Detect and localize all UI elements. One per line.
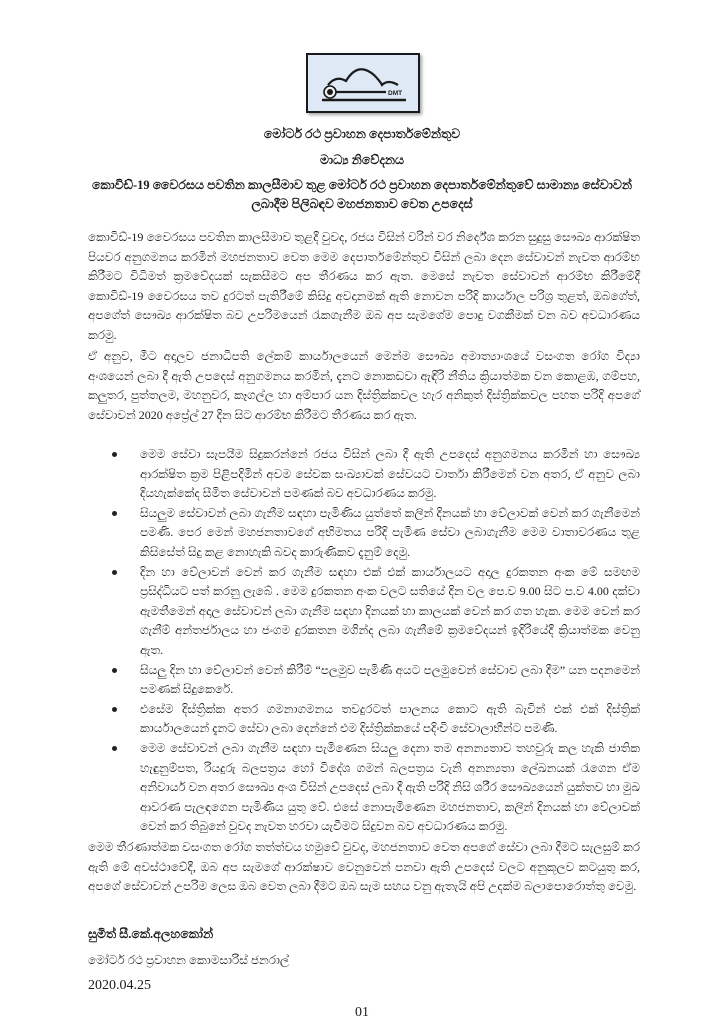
list-item-text: මෙම සේවා සැපයීම සිදුකරන්නේ රජය විසින් ලබා දී ඇති උපදෙස් අනුගමනය කරමින් හා සෞඛ්‍ය ආරක්ෂිත ක්‍රම පිළිපදිමින් අවම සේවක සංඛ්‍යාවක් සේවයට වාර්තා කිරීමෙන් වන අතර, ඒ අනුව ලබා දියහැක්කේද සීමිත සේවාවන් පමණක් බව අවධාරණය කරමු.: [140, 447, 640, 501]
list-item: [88, 661, 640, 700]
dmt-logo-icon: [308, 55, 418, 111]
document-date: 2020.04.25: [88, 978, 151, 993]
bullet-icon: [112, 452, 117, 457]
intro-paragraph: කොවිඩ්-19 වෛරසය පවතින කාලසීමාව තුළදී වුවද, රජය විසින් වරින් වර නිර්දේශ කරන සුදුසු සෞඛ්‍ය ආරක්ෂිත පියවර අනුගමනය කරමින් මහජනතාව වෙත මෙම දෙපාර්තමේන්තුව විසින් ලබා දෙන සේවාවන් නැවත ආරම්භ කිරීමට විධිමත් ක්‍රමවේදයක් සැකසීමට අප තීරණය කර ඇත. මෙසේ නැවත සේවාවන් ආරම්භ කිරීමේදී කොවිඩ්-19 වෛරසය තව දුරටත් පැතිරීමේ කිසිදු අවදානමක් ඇති නොවන පරිදි කාර්යාල පරිශ්‍ර තුළත්, ඔබගේත්, අපගේත් සෞඛ්‍ය ආරක්ෂිත බව උපරිමයෙන් රැකගැනීම ඔබ අප සැමගේම පොදු වගකීමක් වන බව අවධාරණය කරමු.: [88, 230, 640, 342]
list-item-text: සියලු දින හා වේලාවන් වෙන් කිරීම් “පලමුව පැමිණි අයට පලමුවෙන් සේවාව ලබා දීම” යන පදනමෙන් පමණක් සිදුකෙරේ.: [140, 662, 640, 697]
bullet-icon: [112, 570, 117, 575]
document-type: මාධ්‍ය නිවේදනය: [319, 153, 405, 167]
guidelines-list: [88, 445, 640, 837]
department-title: මෝටර් රථ ප්‍රවාහන දෙපාර්තමේන්තුව: [263, 127, 461, 141]
signatory-title: මෝටර් රථ ප්‍රවාහන කොමසාරිස් ජනරාල්: [88, 953, 290, 967]
list-item-text: සියලුම සේවාවන් ලබා ගැනීම සඳහා පැමිණිය යුත්තේ කලින් දිනයක් හා වේලාවක් වෙන් කර ගැනීමෙන් පමණි. පෙර මෙන් මහජනතාවගේ අභිමතය පරිදි පැමිණ සේවා ලබාගැනීම මෙම වාතාවරණය තුළ කිසිසේත් සිදු කළ නොහැකි බවද කාරුණිකව දැනුම් දෙමු.: [140, 505, 640, 559]
closing-paragraph: මෙම තීරණාත්මක වසංගත රෝග තත්ත්වය හමුවේ වුවද, මහජනතාව වෙත අපගේ සේවා ලබා දීමට සැලසුම් කර ඇති මේ අවස්ථාවේදී, ඔබ අප සැමගේ ආරක්ෂාව වෙනුවෙන් පනවා ඇති උපදෙස් වලට අනුකූලව කටයුතු කර, අපගේ සේවාවන් උපරිම ලෙස ඔබ වෙත ලබා දීමට ඔබ සැම සහය වනු ඇතැයි අපි උදක්ම බලාපොරොත්තු වෙමු.: [88, 840, 640, 894]
list-item: [88, 445, 640, 504]
second-paragraph: ඒ අනුව, මීට අදාලව ජනාධිපති ලේකම් කාර්යාලයෙන් මෙන්ම සෞඛ්‍ය අමාත්‍යාංශයේ වසංගත රෝග විද්‍යා අංශයෙන් ලබා දී ඇති උපදෙස් අනුගමනය කරමින්, දැනට නොකඩවා ඇඳිරි නීතිය ක්‍රියාත්මක වන කොළඹ, ගම්පහ, කලුතර, පුත්තලම, මහනුවර, කෑගල්ල හා අම්පාර යන දිස්ත්‍රික්කවල හැර අනිකුත් දිස්ත්‍රික්කවල පහත පරිදි අපගේ සේවාවන් 2020 අප්‍රේල් 27 දින සිට ආරම්භ කිරීමට තීරණය කර ඇත.: [88, 349, 640, 422]
bullet-icon: [112, 511, 117, 516]
list-item-text: එසේම දිස්ත්‍රික්ක අතර ගමනාගමනය තවදුරටත් පාලනය කොට ඇති බැවින් එක් එක් දිස්ත්‍රික් කාර්යාලයෙන් දැනට සේවා ලබා දෙන්නේ එම දිස්ත්‍රික්කයේ පදිංචි සේවාලාභීන්ට පමණි.: [140, 701, 640, 736]
page-number: 01: [355, 1005, 369, 1020]
bullet-icon: [112, 668, 117, 673]
bullet-icon: [112, 707, 117, 712]
list-item: [88, 504, 640, 563]
list-item: [88, 700, 640, 739]
dmt-logo-text: DMT: [388, 90, 403, 97]
document-subject: කොවිඩ්-19 වෛරසය පවතින කාලසීමාව තුළ මෝටර් රථ ප්‍රවාහන දෙපාර්තමේන්තුවේ සාමාන්‍ය සේවාවන් ලබාදීම පිලිබඳව මහජනතාව වෙත උපදෙස්: [91, 178, 633, 211]
list-item-text: දින හා වේලාවන් වෙන් කර ගැනීම සඳහා එක් එක් කාර්යාලයට අදාල දුරකතන අංක මේ සමඟම ප්‍රසිද්ධියට පත් කරනු ලැබේ . මෙම දුරකතන අංක වලට සතියේ දින වල පෙ.ව 9.00 සිට ප.ව 4.00 දක්වා ඇමතීමෙන් අදාල සේවාවන් ලබා ගැනීම සඳහා දිනයක් හා කාලයක් වෙන් කර ගත හැක. මෙම වෙන් කර ගැනීම් අන්තර්ජාලය හා ජංගම දුරකතන මගින්ද ලබා ගැනීමේ ක්‍රමවේදයන් ඉදිරියේදී ක්‍රියාත්මක වෙනු ඇත.: [140, 564, 640, 657]
list-item: [88, 563, 640, 661]
bullet-icon: [112, 746, 117, 751]
list-item-text: මෙම සේවාවන් ලබා ගැනීම සඳහා පැමිණෙන සියලු දෙනා තම අනන්‍යතාව තහවුරු කල හැකි ජාතික හැඳුනුම්පත, රියදුරු බලපත්‍රය හෝ විදේශ ගමන් බලපත්‍රය වැනි අනන්‍යතා ලේඛනයක් රැගෙන ඒම අනිවාර්ය වන අතර සෞඛ්‍ය අංශ විසින් උපදෙස් ලබා දී ඇති පරිදි නිසි ශරීර සෞඛ්‍යයෙන් යුක්තව හා මුඛ ආවරණ පැලඳගෙන පැමිණිය යුතු වේ. එසේ නොපැමිණෙන මහජනතාව, කලින් දිනයක් හා වේලාවක් වෙන් කර තිබුනේ වුවද නැවත හරවා යැවීමට සිදුවන බව අවධාරණය කරමු.: [140, 740, 640, 834]
dmt-logo: [306, 53, 420, 113]
signatory-name: සුමිත් සී.කේ.අලහකෝන්: [88, 927, 214, 941]
list-item: [88, 739, 640, 837]
